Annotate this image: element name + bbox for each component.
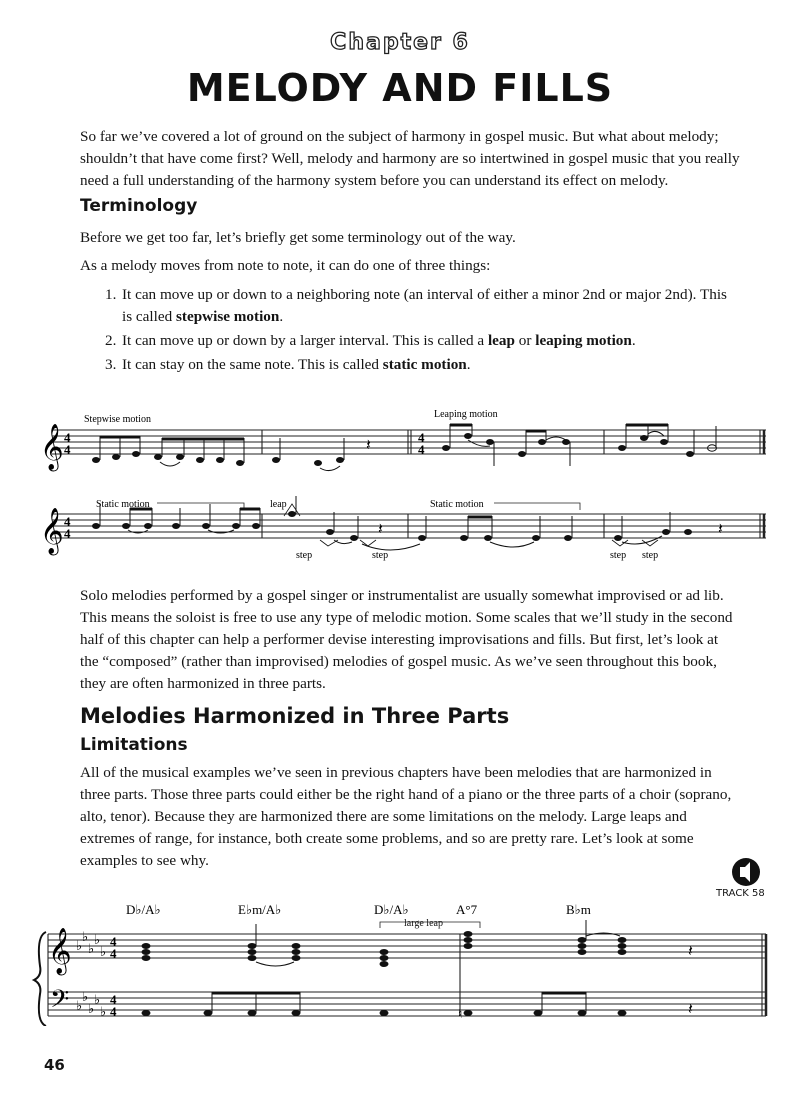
intro-paragraph: So far we’ve covered a lot of ground on the subject of harmony in gospel music. But what about melody; shouldn’t that have come first? Well, melody and harmony are so intertwined in gospel music that you really need a full understanding of the harmony system before you can understand its effect on melody. <box>80 128 740 189</box>
svg-text:♭: ♭ <box>94 932 101 947</box>
key-signature-flats <box>76 929 106 1019</box>
svg-text:4: 4 <box>110 946 117 961</box>
treble-chords <box>142 931 627 967</box>
leaping-motion-label: Leaping motion <box>434 409 498 420</box>
static-motion-label: Static motion <box>96 499 150 510</box>
svg-text:4: 4 <box>64 442 71 457</box>
staff-1 <box>52 430 766 454</box>
chord-symbol: E♭m/A♭ <box>238 902 282 917</box>
svg-text:♭: ♭ <box>76 938 83 953</box>
notes-leaping <box>442 433 717 457</box>
motion-types-list <box>80 284 740 378</box>
staff-2 <box>52 514 766 538</box>
chord-symbol: B♭m <box>566 902 591 917</box>
limitations-heading: Limitations <box>80 735 188 755</box>
treble-staff <box>48 934 766 958</box>
svg-text:4: 4 <box>418 430 425 445</box>
list-item: 2. It can move up or down by a larger interval. This is called a leap or leaping motion. <box>105 332 636 349</box>
track-label: TRACK 58 <box>716 888 765 899</box>
notes-stepwise <box>92 451 344 466</box>
svg-text:𝄽: 𝄽 <box>688 943 693 960</box>
list-item: 3. It can stay on the same note. This is called static motion. <box>105 356 471 373</box>
chapter-title: MELODY AND FILLS <box>186 66 614 110</box>
chord-symbol: D♭/A♭ <box>126 902 161 917</box>
svg-text:♭: ♭ <box>82 929 89 944</box>
list-item: 1. It can move up or down to a neighboring note (an interval of either a minor 2nd or major 2nd). This is called stepwise motion. <box>105 286 727 325</box>
chord-symbol: D♭/A♭ <box>374 902 409 917</box>
svg-text:♭: ♭ <box>100 944 107 959</box>
treble-clef-icon: 𝄞 <box>40 424 64 469</box>
stepwise-motion-label: Stepwise motion <box>84 414 151 425</box>
svg-text:♭: ♭ <box>94 992 101 1007</box>
piano-example-notation <box>0 896 800 1026</box>
terminology-intro: Before we get too far, let’s briefly get some terminology out of the way. <box>80 229 516 246</box>
bass-notes <box>142 1010 627 1016</box>
page-number: 46 <box>44 1056 65 1074</box>
motion-examples-notation <box>0 400 800 570</box>
svg-text:4: 4 <box>64 514 71 529</box>
terminology-heading: Terminology <box>80 196 198 216</box>
svg-text:𝄽: 𝄽 <box>688 1001 693 1018</box>
svg-text:4: 4 <box>418 442 425 457</box>
svg-text:♮: ♮ <box>458 1007 463 1021</box>
svg-text:4: 4 <box>64 526 71 541</box>
terminology-lead: As a melody moves from note to note, it can do one of three things: <box>80 257 491 274</box>
static-motion-label-2: Static motion <box>430 499 484 510</box>
chord-symbol: A°7 <box>456 902 478 917</box>
step-label: step <box>642 550 659 561</box>
svg-text:𝄽: 𝄽 <box>378 521 383 538</box>
svg-text:𝄽: 𝄽 <box>366 437 371 454</box>
solo-paragraph: Solo melodies performed by a gospel singer or instrumentalist are usually somewhat improvised or ad lib. This means the soloist is free to use any type of melodic motion. Some scales that we’ll study in the second half of this chapter can help a performer devise interesting improvisations and fills. But first, let’s look at the “composed” (rather than improvised) melodies of gospel music. As we’ve seen throughout this book, they are often harmonized in three parts. <box>80 587 733 692</box>
step-label: step <box>296 550 313 561</box>
treble-clef-icon: 𝄞 <box>48 928 72 973</box>
svg-text:♭: ♭ <box>100 1004 107 1019</box>
track-audio-icon <box>728 856 764 888</box>
svg-text:4: 4 <box>110 934 117 949</box>
svg-text:4: 4 <box>110 992 117 1007</box>
step-label: step <box>372 550 389 561</box>
large-leap-label: large leap <box>404 918 443 929</box>
svg-text:♭: ♭ <box>76 998 83 1013</box>
step-label: step <box>610 550 627 561</box>
chapter-label: Chapter 6 <box>330 30 470 55</box>
bass-staff <box>48 992 766 1016</box>
limitations-paragraph: All of the musical examples we’ve seen in previous chapters have been melodies that are harmonized in three parts. Those three parts could either be the right hand of a piano or the three parts of a choir (soprano, alto, tenor). Because they are harmonized there are some limitations on the melody. Large leaps and extremes of range, for instance, both create some problems, and so are pretty rare. Let’s look at some examples to see why. <box>80 764 732 869</box>
bass-clef-icon: 𝄢 <box>50 986 70 1019</box>
treble-clef-icon: 𝄞 <box>40 508 64 553</box>
svg-text:♭: ♭ <box>88 1001 95 1016</box>
svg-text:4: 4 <box>110 1004 117 1019</box>
leap-label: leap <box>270 499 287 510</box>
svg-text:♭: ♭ <box>82 989 89 1004</box>
svg-text:♭: ♭ <box>88 941 95 956</box>
svg-text:4: 4 <box>64 430 71 445</box>
section-heading: Melodies Harmonized in Three Parts <box>80 704 510 728</box>
svg-text:𝄽: 𝄽 <box>718 521 723 538</box>
